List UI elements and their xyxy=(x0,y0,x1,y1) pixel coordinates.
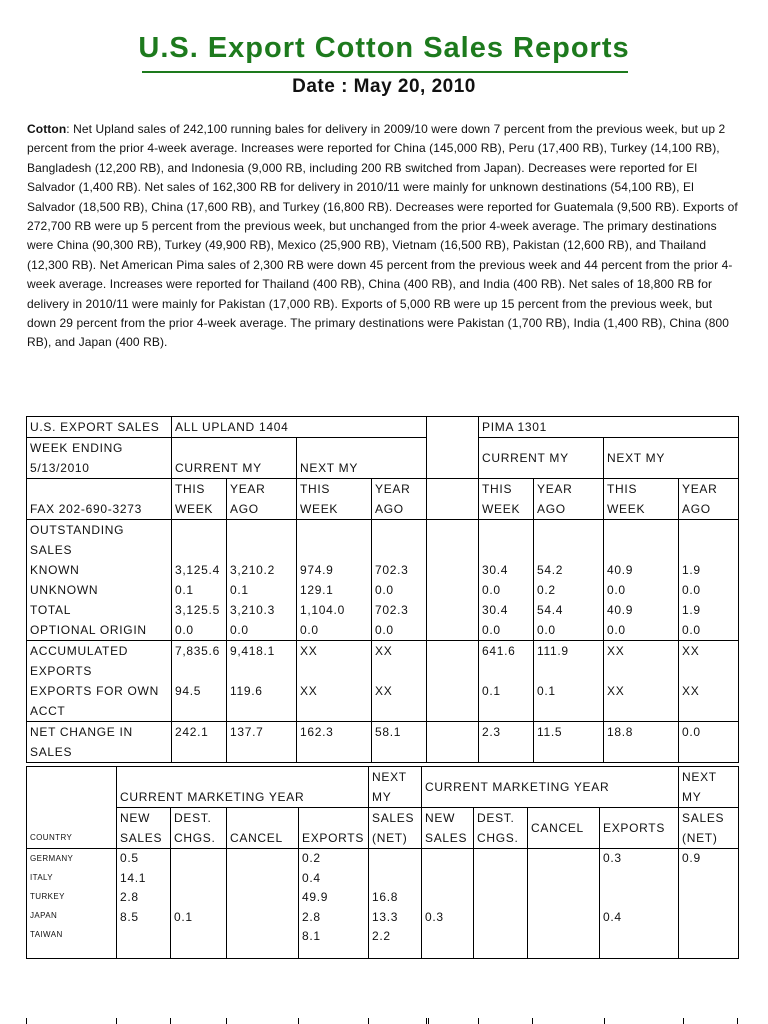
row-label-total: TOTAL xyxy=(27,600,172,620)
table-cell: 0.0 xyxy=(604,580,679,600)
table-stub-line xyxy=(428,1018,429,1024)
row-label-exports-own-acct: EXPORTS FOR OWN ACCT xyxy=(27,681,172,722)
table-cell: 54.2 xyxy=(534,520,604,581)
table-cell: 0.1 xyxy=(479,681,534,722)
header-spacer xyxy=(427,417,479,438)
table-stub-line xyxy=(478,1018,479,1024)
table-cell: 0.0 xyxy=(297,620,372,641)
col-values: 0.1 xyxy=(171,849,227,959)
country-label: TAIWAN xyxy=(30,930,63,939)
col-year-ago: YEAR AGO xyxy=(372,479,427,520)
table-cell: 0.0 xyxy=(604,620,679,641)
table-cell: 1,104.0 xyxy=(297,600,372,620)
table-cell: 974.9 xyxy=(297,520,372,581)
header-upland-current-marketing-year: CURRENT MARKETING YEAR xyxy=(117,767,369,808)
table-cell: 0.0 xyxy=(372,580,427,600)
table-cell xyxy=(427,520,479,581)
col-values: 0.5 14.1 2.8 8.5 xyxy=(117,849,171,959)
table-cell: 119.6 xyxy=(227,681,297,722)
col-values: 0.2 0.4 49.9 2.8 8.1 xyxy=(299,849,369,959)
report-date: Date : May 20, 2010 xyxy=(292,76,476,97)
table-cell: 7,835.6 xyxy=(172,641,227,682)
table-cell: 40.9 xyxy=(604,600,679,620)
table-cell: 0.1 xyxy=(172,580,227,600)
table-cell: 40.9 xyxy=(604,520,679,581)
table-cell: XX xyxy=(604,641,679,682)
col-values xyxy=(528,849,600,959)
header-spacer xyxy=(427,479,479,520)
table-cell: 94.5 xyxy=(172,681,227,722)
col-this-week: THIS WEEK xyxy=(297,479,372,520)
table-cell: 18.8 xyxy=(604,722,679,763)
table-cell: 0.1 xyxy=(534,681,604,722)
table-cell: 3,210.2 xyxy=(227,520,297,581)
table-cell: 1.9 xyxy=(679,600,739,620)
table-cell: 58.1 xyxy=(372,722,427,763)
header-fax: FAX 202-690-3273 xyxy=(27,479,172,520)
col-sales-net: SALES (NET) xyxy=(369,808,422,849)
col-year-ago: YEAR AGO xyxy=(679,479,739,520)
col-values: 0.3 xyxy=(422,849,474,959)
table-cell: 0.0 xyxy=(679,620,739,641)
header-pima-current-marketing-year: CURRENT MARKETING YEAR xyxy=(422,767,679,808)
page-title: U.S. Export Cotton Sales Reports xyxy=(138,32,630,64)
table-cell: 0.0 xyxy=(172,620,227,641)
table-cell xyxy=(427,722,479,763)
col-exports: EXPORTS xyxy=(600,808,679,849)
header-week-ending: WEEK ENDING 5/13/2010 xyxy=(27,438,172,479)
header-blank xyxy=(27,767,117,808)
summary-paragraph xyxy=(27,120,743,353)
table-cell: XX xyxy=(679,681,739,722)
country-label: GERMANY xyxy=(30,854,74,863)
table-cell xyxy=(427,641,479,682)
header-pima: PIMA 1301 xyxy=(479,417,739,438)
header-pima-current-my: CURRENT MY xyxy=(479,438,604,479)
col-this-week: THIS WEEK xyxy=(479,479,534,520)
table-cell: 0.0 xyxy=(227,620,297,641)
col-this-week: THIS WEEK xyxy=(172,479,227,520)
table-cell: 162.3 xyxy=(297,722,372,763)
table-cell: 54.4 xyxy=(534,600,604,620)
table-cell: XX xyxy=(297,681,372,722)
col-year-ago: YEAR AGO xyxy=(227,479,297,520)
header-upland-next-my: NEXT MY xyxy=(297,438,427,479)
col-new-sales: NEW SALES xyxy=(117,808,171,849)
table-cell: 0.0 xyxy=(372,620,427,641)
col-cancel: CANCEL xyxy=(227,808,299,849)
row-label-outstanding: OUTSTANDING SALES KNOWN xyxy=(27,520,172,581)
table-cell: 0.0 xyxy=(479,620,534,641)
table-cell: 111.9 xyxy=(534,641,604,682)
table-cell: 0.2 xyxy=(534,580,604,600)
col-values: 0.3 0.4 xyxy=(600,849,679,959)
col-values: 0.9 xyxy=(679,849,739,959)
header-upland: ALL UPLAND 1404 xyxy=(172,417,427,438)
table-cell: 0.0 xyxy=(679,722,739,763)
table-cell: XX xyxy=(297,641,372,682)
row-label-unknown: UNKNOWN xyxy=(27,580,172,600)
table-cell: 3,210.3 xyxy=(227,600,297,620)
country-label: ITALY xyxy=(30,873,54,882)
table-cell: 242.1 xyxy=(172,722,227,763)
table-cell xyxy=(427,620,479,641)
row-label-accumulated-exports: ACCUMULATED EXPORTS xyxy=(27,641,172,682)
col-cancel: CANCEL xyxy=(528,808,600,849)
header-pima-next-my: NEXT MY xyxy=(604,438,739,479)
table-cell xyxy=(427,580,479,600)
table-cell: 702.3 xyxy=(372,600,427,620)
table-stub-line xyxy=(426,1018,427,1024)
country-label: TURKEY xyxy=(30,892,65,901)
table-stub-line xyxy=(116,1018,117,1024)
table-cell: XX xyxy=(679,641,739,682)
table-stub-line xyxy=(26,1018,27,1024)
table-stub-line xyxy=(298,1018,299,1024)
table-cell: 3,125.4 xyxy=(172,520,227,581)
col-values xyxy=(474,849,528,959)
table-stub-line xyxy=(226,1018,227,1024)
col-dest-chgs: DEST. CHGS. xyxy=(474,808,528,849)
table-cell: 0.0 xyxy=(679,580,739,600)
summary-lead: Cotton xyxy=(27,122,67,136)
table-cell: 30.4 xyxy=(479,600,534,620)
table-cell: 137.7 xyxy=(227,722,297,763)
col-new-sales: NEW SALES xyxy=(422,808,474,849)
col-year-ago: YEAR AGO xyxy=(534,479,604,520)
summary-text: : Net Upland sales of 242,100 running bales for delivery in 2009/10 were down 7 percent from the previous week, but up 2 percent from the prior 4-week average. Increases were reported for China (145,000 RB), Peru (17,400 RB), Turkey (14,100 RB), Bangladesh (12,200 RB), and Indonesia (9,000 RB, including 200 RB switched from Japan). Decreases were reported for El Salvador (1,400 RB). Net sales of 162,300 RB for delivery in 2010/11 were mainly for unknown destinations (54,100 RB), El Salvador (18,500 RB), China (17,600 RB), and Turkey (16,800 RB). Decreases were reported for Guatemala (9,500 RB). Exports of 272,700 RB were up 5 percent from the previous week, but unchanged from the prior 4-week average. The primary destinations were China (90,300 RB), Turkey (49,900 RB), Mexico (25,900 RB), Vietnam (16,500 RB), Pakistan (12,600 RB), and Thailand (12,300 RB). Net American Pima sales of 2,300 RB were down 45 percent from the previous week and 44 percent from the prior 4-week average. Increases were reported for Thailand (400 RB), China (400 RB), and India (400 RB). Net sales of 18,800 RB for delivery in 2010/11 were mainly for Pakistan (17,000 RB). Exports of 5,000 RB were up 15 percent from the previous week, but down 29 percent from the prior 4-week average. The primary destinations were Pakistan (1,700 RB), India (1,400 RB), China (800 RB), and Japan (400 RB). xyxy=(27,122,738,350)
table-cell: XX xyxy=(604,681,679,722)
table-stub-line xyxy=(368,1018,369,1024)
header-country: COUNTRY xyxy=(27,808,117,849)
table-cell: 0.1 xyxy=(227,580,297,600)
country-label: JAPAN xyxy=(30,911,58,920)
table-stub-line xyxy=(532,1018,533,1024)
table-cell: 641.6 xyxy=(479,641,534,682)
table-stub-line xyxy=(604,1018,605,1024)
table-cell: 702.3 xyxy=(372,520,427,581)
col-sales-net: SALES (NET) xyxy=(679,808,739,849)
table-cell: 129.1 xyxy=(297,580,372,600)
table-stub-line xyxy=(737,1018,738,1024)
table-cell: 0.0 xyxy=(534,620,604,641)
col-values xyxy=(227,849,299,959)
table-cell xyxy=(427,600,479,620)
country-detail-table xyxy=(26,766,739,959)
col-exports: EXPORTS xyxy=(299,808,369,849)
header-export-sales: U.S. EXPORT SALES xyxy=(27,417,172,438)
table-cell: XX xyxy=(372,641,427,682)
header-pima-next-my: NEXT MY xyxy=(679,767,739,808)
export-sales-table xyxy=(26,416,739,763)
table-cell xyxy=(427,681,479,722)
table-cell: 0.0 xyxy=(479,580,534,600)
title-underline xyxy=(142,71,628,73)
table-stub-line xyxy=(170,1018,171,1024)
row-label-optional-origin: OPTIONAL ORIGIN xyxy=(27,620,172,641)
col-dest-chgs: DEST. CHGS. xyxy=(171,808,227,849)
header-upland-current-my: CURRENT MY xyxy=(172,438,297,479)
table-cell: 9,418.1 xyxy=(227,641,297,682)
table-cell: 3,125.5 xyxy=(172,600,227,620)
table-cell: XX xyxy=(372,681,427,722)
col-this-week: THIS WEEK xyxy=(604,479,679,520)
table-cell: 1.9 xyxy=(679,520,739,581)
table-cell: 11.5 xyxy=(534,722,604,763)
table-cell: 2.3 xyxy=(479,722,534,763)
table-stub-line xyxy=(683,1018,684,1024)
table-cell: 30.4 xyxy=(479,520,534,581)
header-upland-next-my: NEXT MY xyxy=(369,767,422,808)
header-spacer xyxy=(427,438,479,479)
country-column xyxy=(27,849,117,959)
col-values: 16.8 13.3 2.2 xyxy=(369,849,422,959)
row-label-net-change: NET CHANGE IN SALES xyxy=(27,722,172,763)
